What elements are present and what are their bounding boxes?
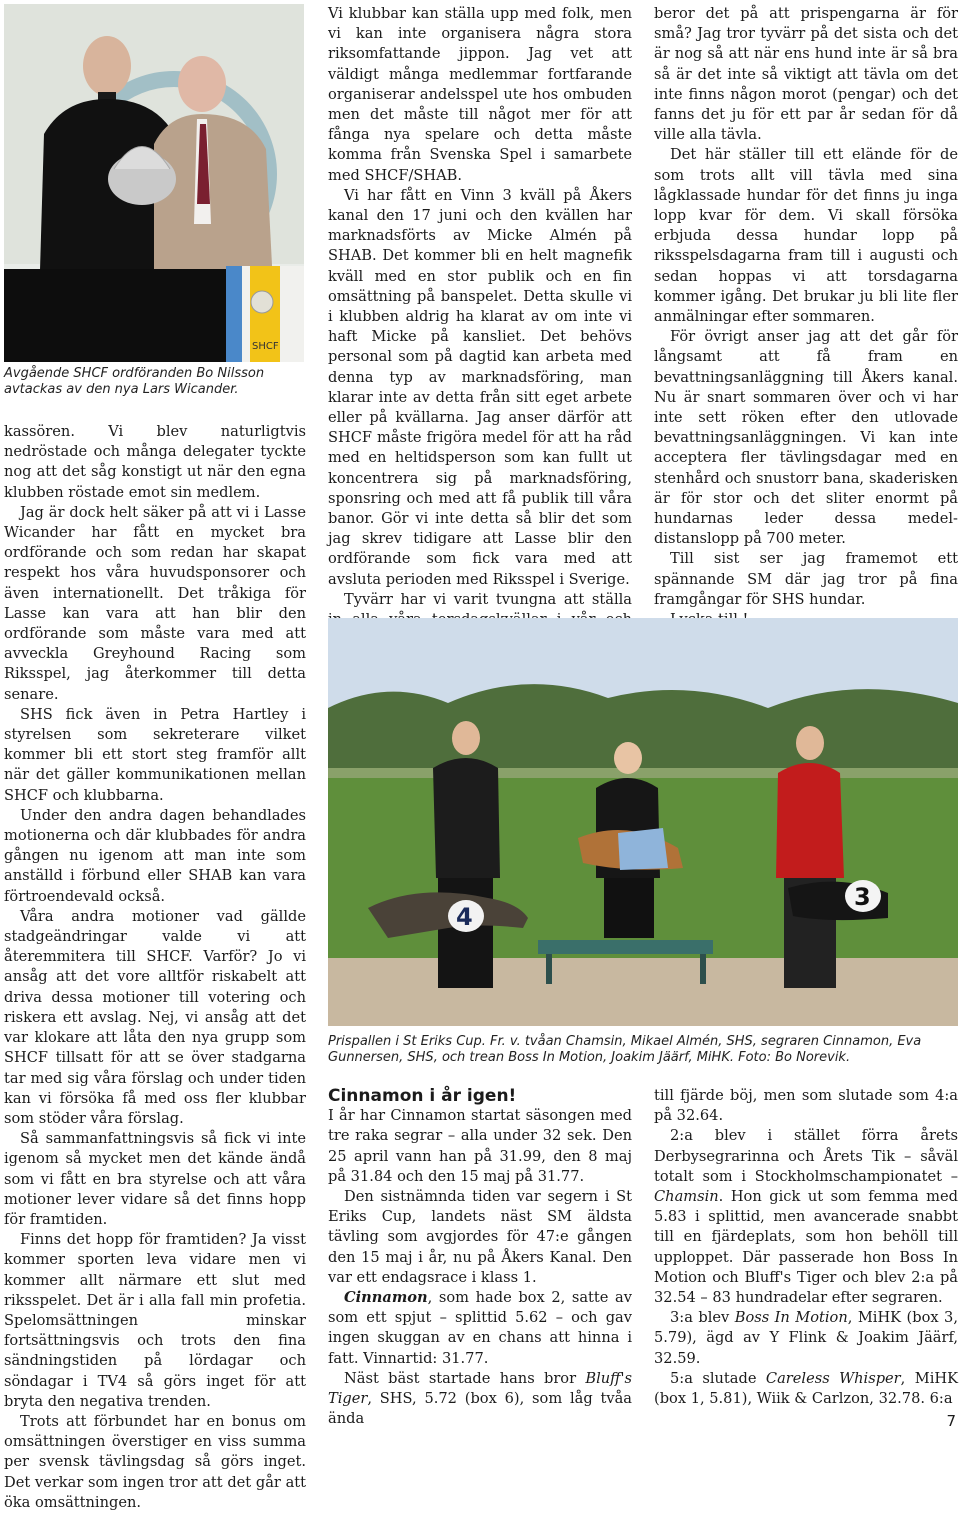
column-2 (328, 4, 632, 691)
column-1 (4, 422, 306, 1513)
col2-paragraph: Vi har fått en Vinn 3 kväll på Åkers kanal den 17 juni och den kvällen har marknadsförts av Micke Almén på SHAB. Det kommer bli en helt magnefik kväll med en stor publik och en fin omsättning på banspelet. Detta skulle vi i klubben aldrig ha klarat av om inte vi haft Micke på kansliet. Det behövs personal som på dagtid kan arbeta med denna typ av marknadsföring, man klarar inte av detta från sitt eget arbete eller på kvällarna. Jag anser därför att SHCF måste frigöra medel för att ha råd med en heltidsperson som kan fullt ut koncentrera sig på marknadsföring, sponsring och med att få publik till våra banor. Gör vi inte detta så blir det som jag skrev tidigare att Lasse blir den ordförande som fick vara med att avsluta perioden med Riksspel i Sverige. (328, 186, 632, 588)
col1-paragraph: Jag är dock helt säker på att vi i Lasse Wicander har fått en mycket bra ordförande och som redan har skapat respekt hos våra huvudsponsorer och även internationellt. Det tråkiga för Lasse kan vara att han blir den ordförande som måste vara med att avveckla Greyhound Racing som Riksspel, jag återkommer till detta senare. (4, 503, 306, 703)
text-run: 5:a slutade (670, 1369, 766, 1387)
podium-photo-illustration (328, 618, 958, 1026)
article2-headline: Cinnamon i år igen! (328, 1086, 517, 1106)
article2-paragraph: till fjärde böj, men som slutade som 4:a på 32.64. (654, 1087, 958, 1125)
col1-paragraph: Så sammanfattningsvis så fick vi inte igenom så mycket men det kände ändå som vi fått en bra styrelse och att våra motioner lever vidare så det finns hopp för framtiden. (4, 1130, 306, 1228)
article2-paragraph (654, 1369, 958, 1409)
text-run: Näst bäst startade hans bror (344, 1369, 586, 1387)
col2-paragraph: Vi klubbar kan ställa upp med folk, men vi kan inte organisera några stora riksomfattande jippon. Jag vet att väldigt många medlemmar fortfarande organiserar andelsspel ute hos ombuden men det måste till något mer för att fånga nya spelare och detta måste komma från Svenska Spel i samarbete med SHCF/SHAB. (328, 5, 632, 184)
dog-name-careless-whisper: Careless Whisper (765, 1369, 901, 1387)
text-run: , SHS, 5.72 (box 6), som låg tvåa ända (328, 1390, 632, 1428)
award-photo-illustration (4, 4, 304, 362)
photo1-caption: Avgående SHCF ordföranden Bo Nilsson avtackas av den nya Lars Wicander. (4, 366, 265, 397)
photo-podium (328, 618, 958, 1026)
article2-paragraph (654, 1126, 958, 1308)
text-run: , MiHK (box 1, 5.81), Wiik & Carlzon, 32.78. 6:a (654, 1369, 958, 1408)
col1-paragraph: Våra andra motioner vad gällde stadgeändringar valde vi att återemmitera till SHCF. Varför? Jo vi ansåg att det vore alltför riskabelt att driva dessa motioner till votering och riskera ett avslag. Nej, vi ansåg att det var klokare att låta den nya grupp som SHCF tillsatt för att se över stadgarna tar med sig våra förslag och under tiden kan vi försöka få med oss fler klubbar som stöder våra förslag. (4, 907, 306, 1127)
col1-paragraph: Under den andra dagen behandlades motionerna och där klubbades för andra gången nu igenom att man inte som anställd i förbund eller SHAB kan vara förtroendevald också. (4, 806, 306, 905)
col3-paragraph: För övrigt anser jag att det går för långsamt att få fram en bevattningsanläggning till Åkers kanal. Nu är snart sommaren över och vi har inte sett röken efter den utlovade bevattningsanläggningen. Vi kan inte acceptera fler tävlingsdagar med en stenhård och snustorr bana, skaderisken är för stor och det sliter enormt på hundarnas leder dessa medel-distanslopp på 700 meter. (654, 328, 958, 548)
col3-paragraph: Det här ställer till ett elände för de som trots allt vill tävla med sina lågklassade hundar för det finns ju inga lopp kvar för dem. Vi skall försöka erbjuda dessa hundar lopp på riksspelsdagarna fram till i augusti och sedan hoppas vi att torsdagarna kommer igång. Det brukar ju bli lite fler anmälningar efter sommaren. (654, 146, 958, 326)
article2-column-a (328, 1086, 632, 1429)
bib-number-left: 4 (456, 903, 473, 931)
col1-paragraph: Finns det hopp för framtiden? Ja visst kommer sporten leva vidare men vi kommer allt närmare ett slut med riksspelet. Det är i alla fall min profetia. Spelomsättningen minskar fortsättningsvis och trots den fina sändningstiden på lördagar och söndagar i TV4 så görs inget för att bryta den negativa trenden. (4, 1231, 306, 1410)
article2-column-b (654, 1086, 958, 1409)
dog-name-boss-in-motion: Boss In Motion (734, 1309, 848, 1327)
dog-name-chamsin: Chamsin (654, 1188, 719, 1206)
dog-name-bluffs-tiger: Bluff's Tiger (328, 1369, 632, 1408)
column-3 (654, 4, 958, 671)
col1-paragraph: Trots att förbundet har en bonus om omsättningen överstiger en viss summa per svensk tävlingsdag så görs inget. Det verkar som ingen tror att det går att öka omsättningen. (4, 1412, 306, 1511)
col3-paragraph: beror det på att prispengarna är för små? Jag tror tyvärr på det sista och det är nog så att när ens hund inte är så bra så är det inte så viktigt att tävla om det inte finns någon morot (pengar) och det fanns det ju för ett par år sedan för då ville alla tävla. (654, 5, 958, 144)
text-run: , som hade box 2, satte av som ett spjut – splittid 5.62 – och gav ingen skuggan av en chans att hinna i fatt. Vinnartid: 31.77. (328, 1289, 632, 1367)
article2-paragraph (328, 1288, 632, 1369)
text-run: , MiHK (box 3, 5.79), ägd av Y Flink & Joakim Jäärf, 32.59. (654, 1309, 958, 1367)
text-run: 3:a blev (670, 1309, 735, 1327)
col1-paragraph: SHS fick även in Petra Hartley i styrelsen som sekreterare vilket kommer bli ett stort steg framför allt när det gäller kommunikationen mellan SHCF och klubbarna. (4, 705, 306, 804)
banner-text: SHCF (252, 341, 279, 352)
article2-paragraph: I år har Cinnamon startat säsongen med tre raka segrar – alla under 32 sek. Den 25 april vann han på 31.99, den 8 maj på 31.84 och den 15 maj på 31.77. (328, 1107, 632, 1185)
col1-paragraph: kassören. Vi blev naturligtvis nedröstade och många delegater tyckte nog att det såg konstigt ut när den egna klubben röstade emot sin medlem. (4, 423, 306, 501)
article2-paragraph: Den sistnämnda tiden var segern i St Eriks Cup, landets näst SM äldsta tävling som avgjordes för 47:e gången den 15 maj i år, nu på Åkers Kanal. Den var ett endagsrace i klass 1. (328, 1188, 632, 1286)
text-run: 2:a blev i stället förra årets Derbysegrarinna och Årets Tik – såväl totalt som i Stockholmschampionatet – (654, 1127, 958, 1185)
article2-paragraph (328, 1369, 632, 1430)
photo2-caption: Prispallen i St Eriks Cup. Fr. v. tvåan Chamsin, Mikael Almén, SHS, segraren Cinnamon, Eva Gunnersen, SHS, och trean Boss In Motion, Joakim Jäärf, MiHK. Foto: Bo Norevik. (328, 1034, 922, 1065)
photo-award-presentation (4, 4, 304, 362)
col3-paragraph: Till sist ser jag framemot ett spännande SM där jag tror på fina framgångar för SHS hundar. (654, 550, 958, 608)
col2-paragraph: Tyvärr har vi varit tvungna att ställa (344, 590, 632, 608)
page-number: 7 (946, 1412, 956, 1430)
article2-paragraph (654, 1308, 958, 1369)
bib-number-right: 3 (854, 883, 871, 911)
dog-name-cinnamon: Cinnamon (344, 1289, 428, 1307)
text-run: . Hon gick ut som femma med 5.83 i splittid, men avancerade snabbt till en fjärdeplats, som hon behöll till upploppet. Där passerade hon Boss In Motion och Bluff's Tiger och blev 2:a på 32.54 – 83 hundradelar efter segraren. (654, 1188, 958, 1307)
